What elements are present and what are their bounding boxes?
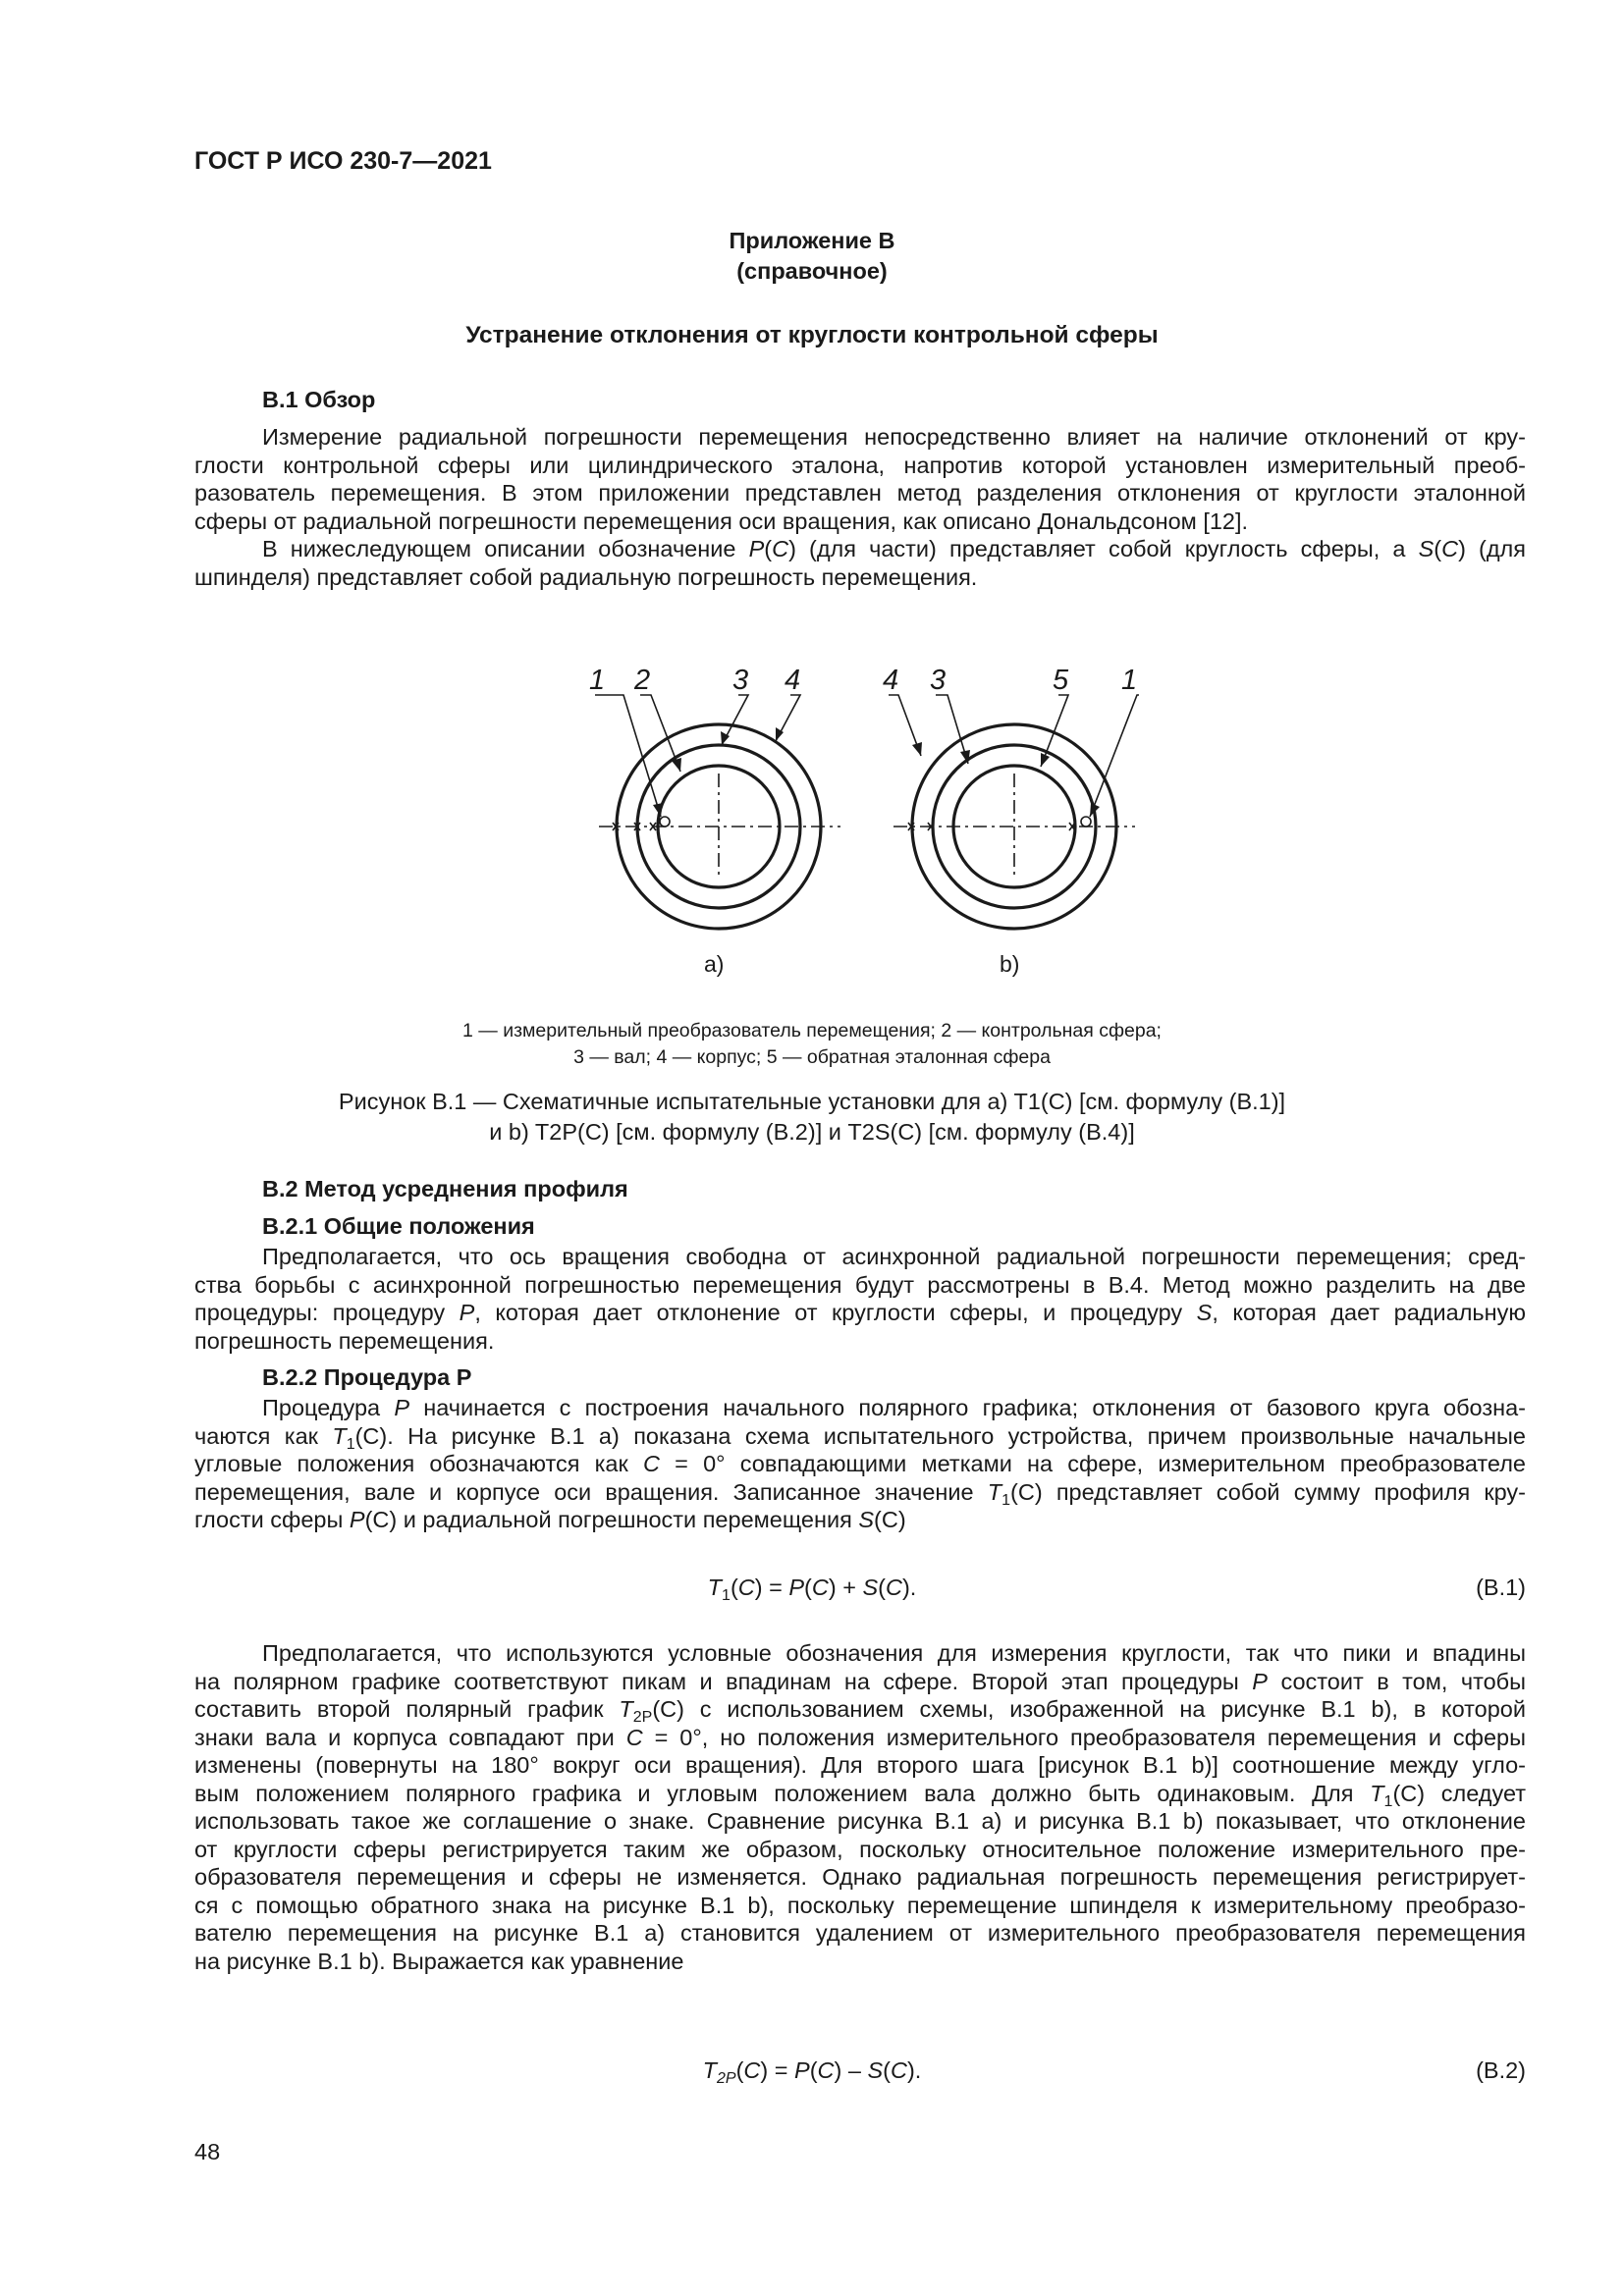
section-heading-b22: В.2.2 Процедура P <box>262 1364 472 1390</box>
text-line: процедуры: процедуру P, которая дает отклонение от круглости сферы, и процедуру S, которая дает радиальную <box>194 1300 1526 1325</box>
annex-kind: (справочное) <box>736 258 888 284</box>
callout-label-b3: 3 <box>930 665 947 696</box>
transducer-tip-a <box>660 817 670 827</box>
text-line: знаки вала и корпуса совпадают при C = 0°, но положения измерительного преобразователя перемещения и сферы <box>194 1724 1527 1750</box>
section-heading-b2: В.2 Метод усреднения профиля <box>262 1176 628 1201</box>
paragraph-b1-2 <box>194 535 1526 591</box>
figure-b1-diagram <box>550 648 1139 982</box>
text-line: перемещения, вале и корпусе оси вращения. Записанное значение $T_1(C)$ представляет собой сумму профиля кру- <box>194 1478 1527 1509</box>
text-line: вателю перемещения на рисунке В.1 a) становится удалением от измерительного преобразователя перемещения <box>194 1920 1526 1946</box>
text-line: вым положением полярного графика и угловым положением вала должно быть одинаковым. Для $T_1(C)$ следует <box>194 1780 1527 1810</box>
text-line: Предполагается, что используются условные обозначения для измерения круглости, так что пики и впадины <box>262 1640 1526 1666</box>
formula-number-b2: (В.2) <box>1476 2057 1526 2083</box>
leader-line-b1 <box>1090 695 1139 817</box>
arrowhead-b4 <box>912 742 922 756</box>
leader-line-a1 <box>595 695 661 817</box>
subfigure-label-a: a) <box>704 951 725 977</box>
text-line: на полярном графике соответствуют пикам и впадинам на сфере. Второй этап процедуры P состоит в том, чтобы <box>194 1668 1527 1694</box>
text-line: угловые положения обозначаются как C = 0° совпадающими метками на сфере, измерительном преобразователе <box>194 1451 1526 1476</box>
text-line: разователь перемещения. В этом приложении представлен метод разделения отклонения от круглости эталонной <box>194 480 1526 506</box>
text-line: составить второй полярный график $T_{2P}(C)$ с использованием схемы, изображенной на рисунке В.1 b), в которой <box>194 1696 1526 1726</box>
text-line: глости сферы P(C) и радиальной погрешности перемещения S(C) <box>194 1507 906 1532</box>
text-line: изменены (повернуты на 180° вокруг оси вращения). Для второго шага [рисунок В.1 b)] соотношение между угло- <box>194 1752 1526 1778</box>
text-line: сферы от радиальной погрешности перемещения оси вращения, как описано Дональдсоном [12]. <box>194 507 1249 534</box>
callout-label-b4: 4 <box>883 665 899 696</box>
arrowhead-b5 <box>1041 753 1050 767</box>
annex-name: Приложение В <box>729 228 895 253</box>
text-line: Предполагается, что ось вращения свободна от асинхронной радиальной погрешности перемещения; сред- <box>262 1244 1526 1269</box>
paragraph-b22-2 <box>194 1639 1526 1975</box>
callout-label-a3: 3 <box>732 665 749 696</box>
callout-label-b1: 1 <box>1121 665 1138 696</box>
section-heading-b1: В.1 Обзор <box>262 387 376 412</box>
paragraph-b22-1 <box>194 1394 1526 1534</box>
text-line: шпинделя) представляет собой радиальную погрешность перемещения. <box>194 563 978 590</box>
paragraph-b21 <box>194 1243 1526 1355</box>
page-number: 48 <box>194 2139 221 2164</box>
paragraph-b1-1 <box>194 423 1526 535</box>
text-line: на рисунке В.1 b). Выражается как уравнение <box>194 1948 684 1974</box>
text-line: Измерение радиальной погрешности перемещения непосредственно влияет на наличие отклонений от кру- <box>262 424 1526 450</box>
text-line: глости контрольной сферы или цилиндрического эталона, напротив которой установлен измерительный преоб- <box>194 452 1526 478</box>
callout-label-a2: 2 <box>634 665 651 696</box>
text-line: ся с помощью обратного знака на рисунке В.1 b), поскольку перемещение шпинделя к измерительному преобразо- <box>194 1892 1526 1918</box>
callout-label-a4: 4 <box>785 665 801 696</box>
text-line: чаются как $T_1(C)$. На рисунке В.1 a) показана схема испытательного устройства, причем произвольные начальные <box>194 1422 1526 1453</box>
callout-label-b5: 5 <box>1053 665 1069 696</box>
text-line: погрешность перемещения. <box>194 1327 495 1354</box>
formula-number-b1: (В.1) <box>1476 1575 1526 1600</box>
text-line: использовать такое же соглашение о знаке. Сравнение рисунка В.1 a) и рисунка В.1 b) показывает, что отклонение <box>194 1808 1526 1834</box>
figure-caption-line-1: Рисунок В.1 — Схематичные испытательные установки для a) T1(C) [см. формулу (В.1)] <box>338 1089 1286 1114</box>
annex-title: Устранение отклонения от круглости контрольной сферы <box>465 322 1159 348</box>
figure-legend-line-1: 1 — измерительный преобразователь перемещения; 2 — контрольная сфера; <box>462 1020 1162 1041</box>
text-line: образователя перемещения и сферы не изменяется. Однако радиальная погрешность перемещения регистрирует- <box>194 1864 1526 1890</box>
text-line: Процедура P начинается с построения начального полярного графика; отклонения от базового круга обозна- <box>262 1395 1526 1420</box>
standard-code: ГОСТ Р ИСО 230-7—2021 <box>194 147 492 175</box>
figure-caption-line-2: и b) T2P(C) [см. формулу (В.2)] и T2S(C) [см. формулу (В.4)] <box>489 1119 1135 1145</box>
formula-b2: $T_{2P}(C) = P(C) - S(C)$. <box>702 2057 922 2087</box>
callout-label-a1: 1 <box>589 665 606 696</box>
text-line: ства борьбы с асинхронной погрешностью перемещения будут рассмотрены в В.4. Метод можно разделить на две <box>194 1271 1526 1298</box>
text-line: от круглости сферы регистрируется таким же образом, поскольку относительное положение измерительного пре- <box>194 1836 1526 1862</box>
subfigure-label-b: b) <box>1000 951 1020 977</box>
text-line: В нижеследующем описании обозначение P(C) (для части) представляет собой круглость сферы, а S(C) (для <box>262 536 1526 561</box>
figure-legend-line-2: 3 — вал; 4 — корпус; 5 — обратная эталонная сфера <box>573 1046 1051 1068</box>
transducer-tip-b <box>1081 817 1091 827</box>
section-heading-b21: В.2.1 Общие положения <box>262 1213 535 1239</box>
formula-b1: $T_1(C) = P(C) + S(C)$. <box>707 1575 917 1604</box>
